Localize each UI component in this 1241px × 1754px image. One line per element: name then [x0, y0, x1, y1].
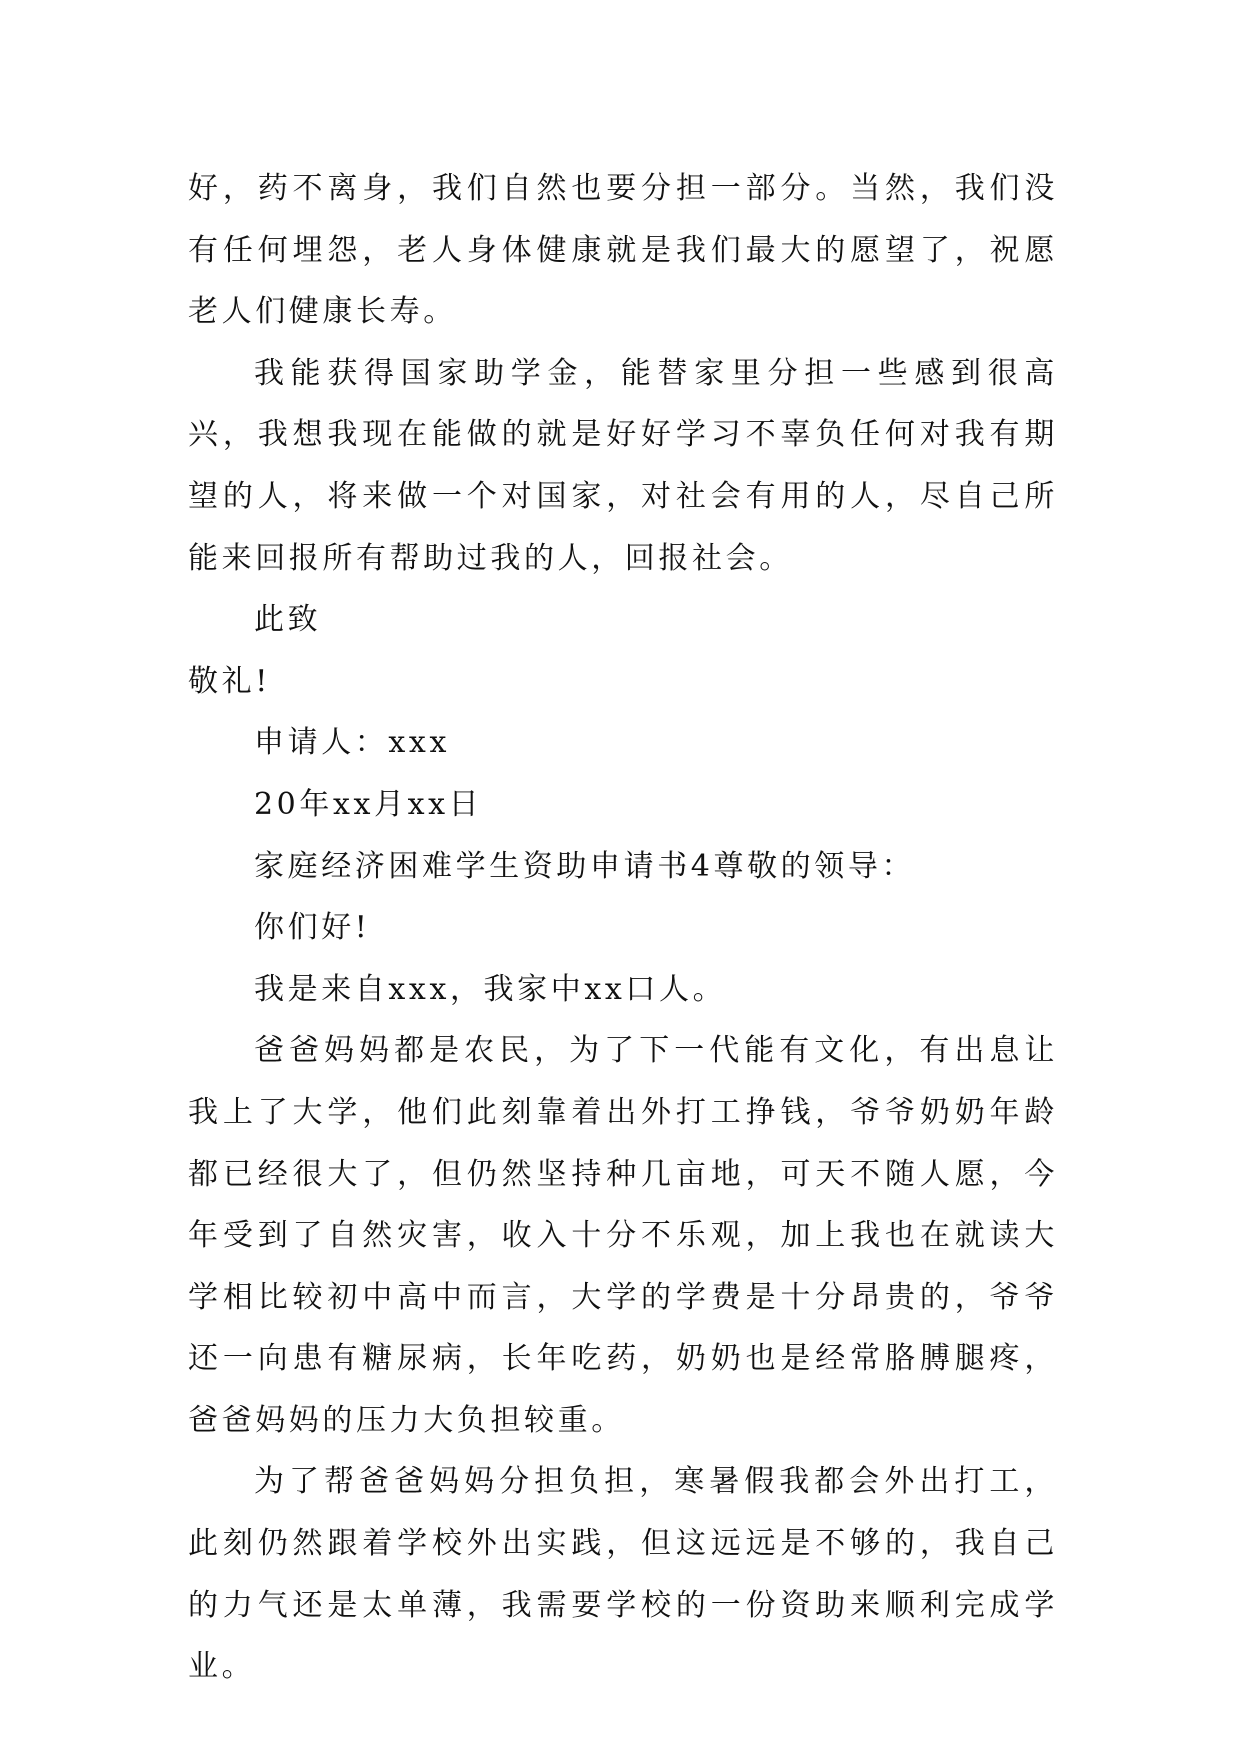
application-date: 20年xx月xx日 — [254, 786, 483, 822]
greeting: 你们好! — [254, 910, 371, 946]
closing-salutation: 此致 — [254, 602, 322, 638]
paragraph-request: 为了帮爸爸妈妈分担负担，寒暑假我都会外出打工，此刻仍然跟着学校外出实践，但这远远是不够的，我自己的力气还是太单薄，我需要学校的一份资助来顺利完成学业。 — [188, 1464, 1058, 1685]
paragraph-introduction: 我是来自xxx，我家中xx口人。 — [254, 971, 727, 1007]
application-heading: 家庭经济困难学生资助申请书4尊敬的领导： — [254, 848, 916, 884]
document-body — [188, 158, 1058, 1698]
closing-respect: 敬礼! — [188, 663, 271, 699]
paragraph-grant-gratitude: 我能获得国家助学金，能替家里分担一些感到很高兴，我想我现在能做的就是好好学习不辜负任何对我有期望的人，将来做一个对国家，对社会有用的人，尽自己所能来回报所有帮助过我的人，回报社会。 — [188, 355, 1058, 576]
applicant-signature: 申请人：xxx — [254, 725, 450, 761]
paragraph-continuation: 好，药不离身，我们自然也要分担一部分。当然，我们没有任何埋怨，老人身体健康就是我们最大的愿望了，祝愿老人们健康长寿。 — [188, 171, 1058, 330]
paragraph-family-situation: 爸爸妈妈都是农民，为了下一代能有文化，有出息让我上了大学，他们此刻靠着出外打工挣钱，爷爷奶奶年龄都已经很大了，但仍然坚持种几亩地，可天不随人愿，今年受到了自然灾害，收入十分不乐观，加上我也在就读大学相比较初中高中而言，大学的学费是十分昂贵的，爷爷还一向患有糖尿病，长年吃药，奶奶也是经常胳膊腿疼，爸爸妈妈的压力大负担较重。 — [188, 1033, 1058, 1438]
